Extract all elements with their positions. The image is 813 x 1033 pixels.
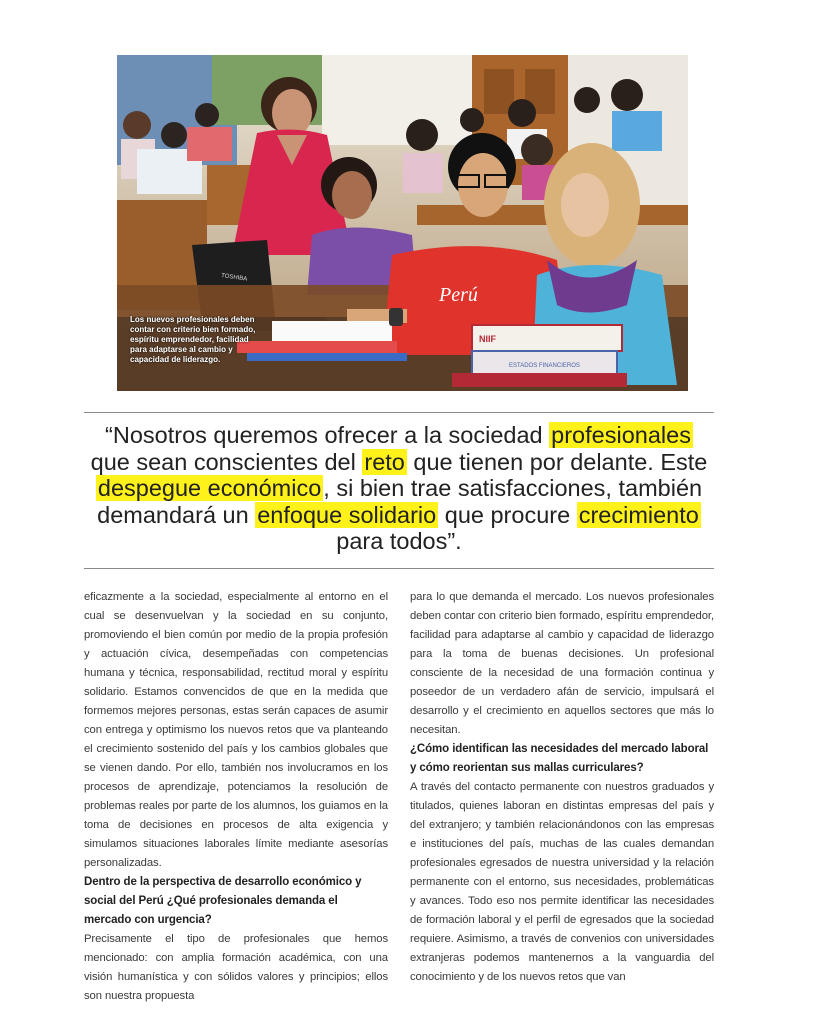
book-spine-niif: NIIF bbox=[479, 334, 496, 344]
quote-text-5: que procure bbox=[438, 501, 577, 528]
left-question-heading: Dentro de la perspectiva de desarrollo económico y social del Perú ¿Qué profesionales demanda el mercado con urgencia? bbox=[84, 876, 362, 926]
shirt-text: Perú bbox=[439, 284, 478, 306]
book-spine-estados: ESTADOS FINANCIEROS bbox=[509, 363, 580, 369]
photo-caption: Los nuevos profesionales deben contar con criterio bien formado, espíritu emprendedor, facilidad para adaptarse al cambio y capacidad de liderazgo. bbox=[130, 315, 256, 364]
right-paragraph-2: A través del contacto permanente con nuestros graduados y titulados, quienes laboran en distintas empresas del país y del extranjero; y también relacionándonos con las empresas e instituciones del país, muchas de las cuales demandan profesionales egresados de nuestra universidad y la relación permanente con el entorno, sus necesidades, problemáticas y avances. Todo eso nos permite identificar las necesidades de formación laboral y el perfil de egresados que la sociedad requiere. Asimismo, a través de convenios con universidades extranjeras podemos mantenernos a la vanguardia del conocimiento y de los nuevos retos que van bbox=[410, 781, 714, 983]
quote-highlight-crecimiento: crecimiento bbox=[578, 501, 699, 528]
quote-text-4: , si bien trae satisfacciones, también demandará un bbox=[97, 475, 703, 528]
pull-quote bbox=[84, 422, 714, 555]
laptop-brand-text: TOSHIBA bbox=[220, 273, 248, 283]
right-column bbox=[410, 588, 714, 987]
left-paragraph-1: eficazmente a la sociedad, especialmente al entorno en el cual se desenvuelvan y la sociedad en su conjunto, promoviendo el bien común por medio de la propia profesión y actuación cívica, desempeñadas con competencias humana y técnica, responsabilidad, rectitud moral y espíritu solidario. Estamos convencidos de que en la medida que formemos mejores personas, estas serán capaces de asumir con entrega y optimismo los nuevos retos que va planteando el crecimiento sostenido del país y los cambios globales que se vienen dando. Por ello, también nos involucramos en los procesos de aprendizaje, potenciamos la resolución de problemas reales por parte de los alumnos, los guiamos en la toma de decisiones en procesos de alta exigencia y simulamos situaciones laborales límite mediante asesorías personalizadas. bbox=[84, 591, 388, 869]
quote-text-6: para todos”. bbox=[336, 528, 462, 554]
left-paragraph-2: Precisamente el tipo de profesionales que hemos mencionado: con amplia formación académica, con una visión humanística y con sólidos valores y principios; ellos son nuestra propuesta bbox=[84, 933, 388, 1002]
right-question-heading: ¿Cómo identifican las necesidades del mercado laboral y cómo reorientan sus mallas curriculares? bbox=[410, 743, 709, 774]
quote-top-rule bbox=[84, 412, 714, 413]
quote-highlight-profesionales: profesionales bbox=[551, 422, 691, 448]
quote-highlight-reto: reto bbox=[364, 448, 405, 475]
quote-text-1: “Nosotros queremos ofrecer a la sociedad bbox=[105, 422, 550, 448]
quote-text-3: que tienen por delante. Este bbox=[406, 448, 708, 475]
left-column bbox=[84, 588, 388, 1006]
quote-highlight-enfoque: enfoque solidario bbox=[257, 501, 437, 528]
quote-highlight-despegue: despegue económico bbox=[97, 475, 322, 501]
quote-text-2: que sean conscientes del bbox=[90, 448, 363, 475]
right-paragraph-1: para lo que demanda el mercado. Los nuevos profesionales deben contar con criterio bien formado, espíritu emprendedor, facilidad para adaptarse al cambio y capacidad de liderazgo para la toma de buenas decisiones. Un profesional consciente de la necesidad de una formación continua y poseedor de un verdadero afán de servicio, impulsará el desarrollo y el crecimiento en aquellos sectores que más lo necesitan. bbox=[410, 591, 714, 736]
quote-bottom-rule bbox=[84, 568, 714, 569]
